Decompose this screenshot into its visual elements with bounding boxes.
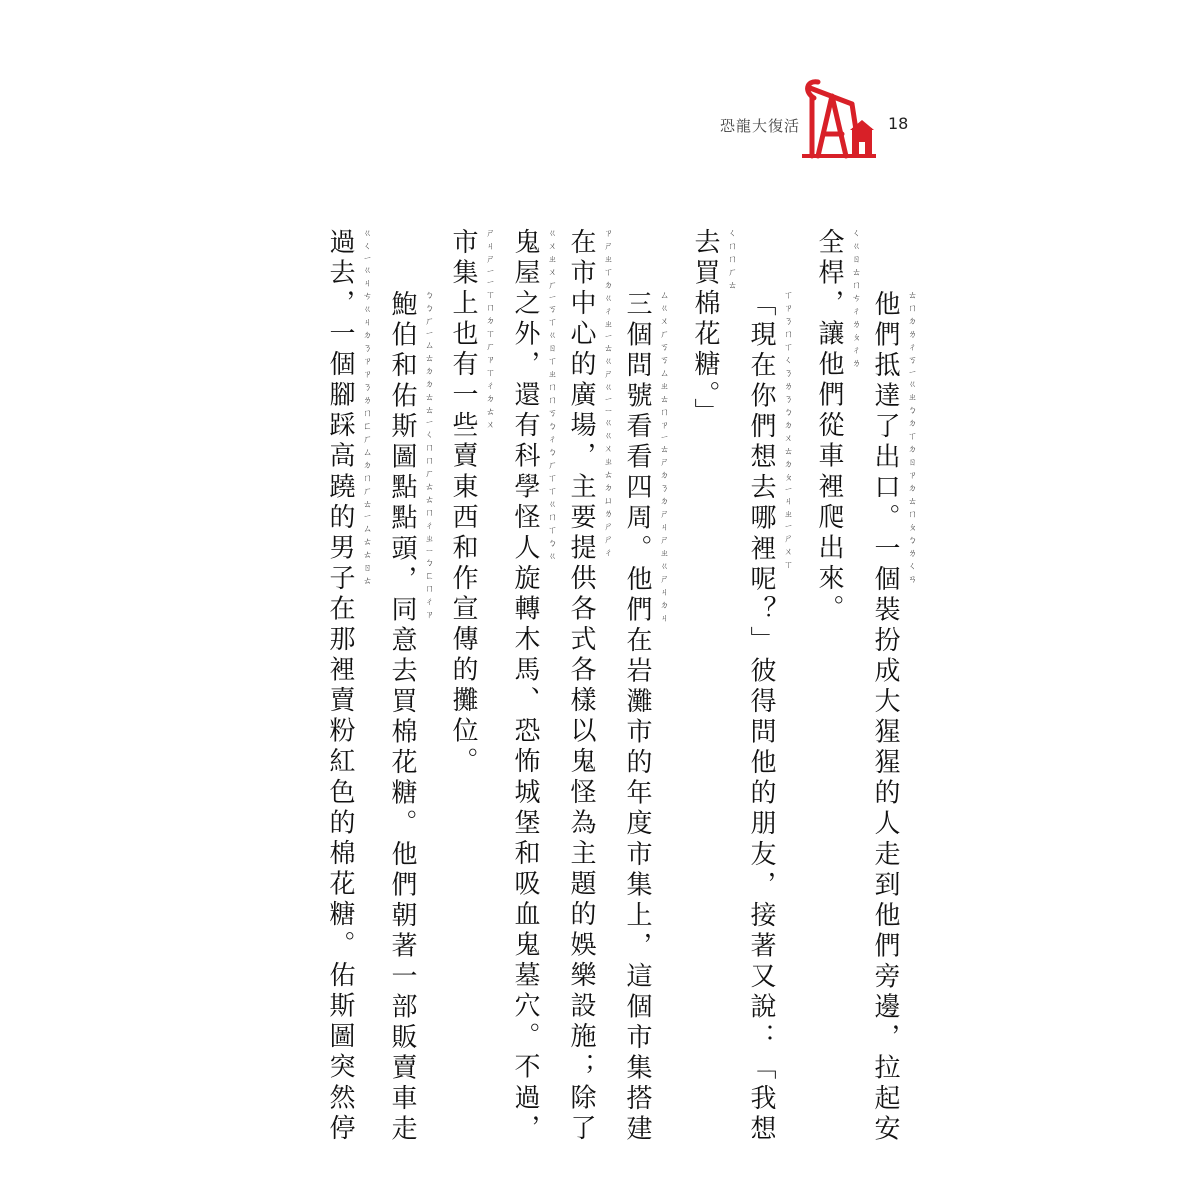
phonetic-annotation-2: ㄑㄍㄖㄊㄇㄘㄔㄌㄆㄔㄌ — [850, 228, 860, 371]
text-column-8: 市集上也有一些賣東西和作宣傳的攤位。 — [448, 228, 478, 778]
text-column-9: 鮑伯和佑斯圖點點頭，同意去買棉花糖。他們朝著一部販賣車走 — [387, 290, 417, 1146]
page-number: 18 — [888, 114, 909, 133]
text-column-2: 全桿，讓他們從車裡爬出來。 — [814, 228, 844, 626]
text-column-1: 他們抵達了出口。一個裝扮成大猩猩的人走到他們旁邊，拉起安 — [870, 290, 900, 1146]
text-column-6: 在市中心的廣場，主要提供各式各樣以鬼怪為主題的娛樂設施；除了 — [566, 228, 596, 1145]
phonetic-annotation-3: ㄒㄗㄋㄇㄒㄑㄋㄌㄋㄅㄉㄨㄊㄉㄆㄧㄐㄓㄧㄕㄨㄒ — [782, 290, 792, 573]
text-column-3: 「現在你們想去哪裡呢？」彼得問他的朋友，接著又說：「我想 — [746, 290, 776, 1146]
text-column-10: 過去，一個腳踩高蹺的男子在那裡賣粉紅色的棉花糖。佑斯圖突然停 — [325, 228, 355, 1145]
phonetic-annotation-8: ㄕㄐㄕㄧㄧㄒㄇㄉㄒㄏㄗㄒㄔㄉㄊㄨ — [484, 228, 494, 433]
text-column-7: 鬼屋之外，還有科學怪人旋轉木馬、恐怖城堡和吸血鬼墓穴。不過， — [510, 228, 540, 1145]
phonetic-annotation-4: ㄑㄇㄇㄏㄊ — [726, 228, 736, 293]
book-title: 恐龍大復活 — [720, 117, 801, 135]
phonetic-annotation-10: ㄍㄑㄧㄍㄐㄘㄍㄐㄉㄋㄗㄗㄋㄌㄇㄈㄏㄙㄉㄇㄏㄊㄧㄙㄊㄊㄖㄊ — [361, 228, 371, 589]
vertical-text-body — [300, 228, 920, 1146]
text-column-4: 去買棉花糖。」 — [690, 228, 720, 429]
phonetic-annotation-6: ㄗㄕㄓㄒㄉㄍㄔㄓㄧㄊㄍㄕㄍㄧㄧㄍㄍㄨㄓㄊㄉㄩㄌㄕㄕㄔ — [602, 228, 612, 561]
oil-pump-jack-icon — [800, 78, 880, 160]
page-header — [700, 78, 920, 168]
phonetic-annotation-9: ㄅㄅㄏㄧㄙㄊㄉㄉㄊㄊㄧㄑㄇㄇㄏㄊㄊㄇㄔㄓㄧㄅㄈㄇㄔㄗ — [423, 290, 433, 623]
phonetic-annotation-7: ㄍㄨㄓㄨㄏㄧㄎㄒㄍㄖㄒㄓㄇㄇㄎㄅㄔㄅㄏㄒㄒㄍㄇㄒㄅㄍ — [546, 228, 556, 565]
text-column-5: 三個問號看看四周。他們在岩灘市的年度市集上，這個市集搭建 — [622, 290, 652, 1146]
phonetic-annotation-5: ㄙㄍㄨㄏㄎㄎㄙㄓㄊㄇㄗㄧㄊㄕㄉㄋㄉㄕㄐㄕㄓㄍㄕㄐㄉㄐ — [658, 290, 668, 627]
phonetic-annotation-1: ㄊㄇㄉㄌㄔㄎㄧㄍㄓㄅㄉㄒㄉㄖㄗㄉㄊㄇㄆㄅㄌㄑㄢ — [906, 290, 916, 588]
